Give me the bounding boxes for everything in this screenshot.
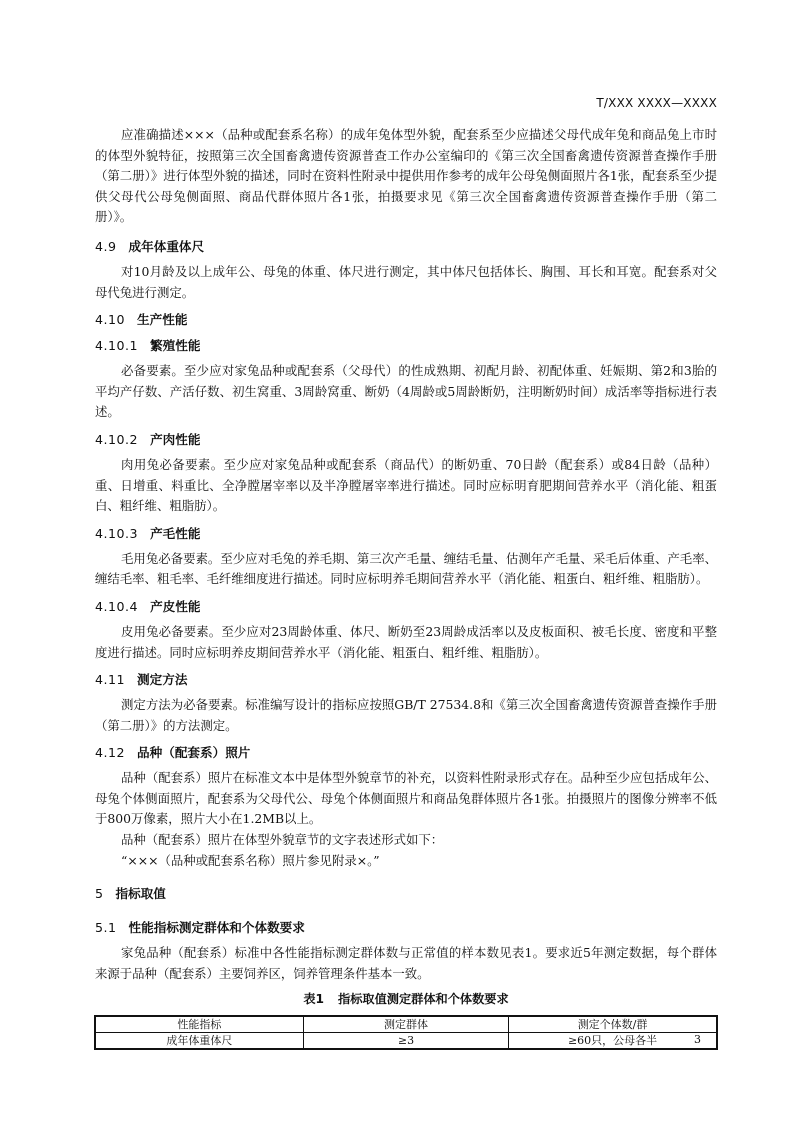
section-number: 4.10.3 (95, 525, 139, 541)
section-title: 产皮性能 (150, 598, 201, 614)
section-title: 指标取值 (115, 886, 166, 902)
table-title: 指标取值测定群体和个体数要求 (338, 992, 509, 1007)
section-heading-4-12 (95, 744, 717, 762)
table-label: 表1 (303, 992, 325, 1007)
document-body (95, 125, 717, 1050)
section-heading-4-10 (95, 311, 717, 329)
section-number: 4.12 (95, 745, 126, 761)
section-number: 5 (95, 886, 104, 902)
section-text-4-10-2: 肉用兔必备要素。至少应对家兔品种或配套系（商品代）的断奶重、70日龄（配套系）或84日龄（品种）重、日增重、料重比、全净膛屠宰率以及半净膛屠宰率进行描述。同时应标明育肥期间营养水平（消化能、粗蛋白、粗纤维、粗脂肪）。 (95, 456, 717, 514)
table-cell: ≥3 (303, 1033, 508, 1050)
document-code: T/XXX XXXX—XXXX (596, 96, 717, 110)
section-text-4-10-4: 皮用兔必备要素。至少应对23周龄体重、体尺、断奶至23周龄成活率以及皮板面积、被毛长度、密度和平整度进行描述。同时应标明养皮期间营养水平（消化能、粗蛋白、粗纤维、粗脂肪）。 (95, 623, 717, 660)
page-number: 3 (694, 1033, 701, 1046)
section-heading-4-9 (95, 238, 717, 256)
section-title: 成年体重体尺 (128, 238, 205, 254)
section-heading-5-1 (95, 919, 717, 937)
section-text-4-10-3: 毛用兔必备要素。至少应对毛兔的养毛期、第三次产毛量、缠结毛量、估测年产毛量、采毛后体重、产毛率、缠结毛率、粗毛率、毛纤维细度进行描述。同时应标明养毛期间营养水平（消化能、粗蛋白、粗纤维、粗脂肪）。 (95, 550, 717, 587)
section-number: 4.10.1 (95, 338, 139, 354)
table-header-cell: 性能指标 (95, 1016, 303, 1033)
section-heading-4-11 (95, 671, 717, 689)
table-header-row (95, 1016, 717, 1033)
section-heading-4-10-1 (95, 337, 717, 355)
section-title: 性能指标测定群体和个体数要求 (128, 920, 305, 936)
section-heading-4-10-3 (95, 525, 717, 543)
table-cell: ≥60只，公母各半 (509, 1033, 717, 1050)
table-header-cell: 测定个体数/群 (509, 1016, 717, 1033)
section-text-4-10-1: 必备要素。至少应对家兔品种或配套系（父母代）的性成熟期、初配月龄、初配体重、妊娠期、第2和3胎的平均产仔数、产活仔数、初生窝重、3周龄窝重、断奶（4周龄或5周龄断奶，注明断奶时间）成活率等指标进行表述。 (95, 363, 717, 420)
section-text-4-12-c: “×××（品种或配套系名称）照片参见附录×。” (121, 852, 380, 868)
section-title: 产毛性能 (150, 525, 201, 541)
section-title: 测定方法 (137, 672, 188, 688)
section-heading-5 (95, 885, 717, 903)
table-caption (95, 990, 717, 1007)
section-heading-4-10-4 (95, 598, 717, 616)
section-number: 4.11 (95, 672, 126, 688)
section-title: 品种（配套系）照片 (137, 745, 251, 761)
section-text-4-11: 测定方法为必备要素。标准编写设计的指标应按照GB/T 27534.8和《第三次全国畜禽遗传资源普查操作手册（第二册）》的方法测定。 (95, 697, 717, 733)
section-number: 4.10.4 (95, 598, 139, 614)
section-text-4-9: 对10月龄及以上成年公、母兔的体重、体尺进行测定，其中体尺包括体长、胸围、耳长和耳宽。配套系对父母代兔进行测定。 (95, 263, 717, 300)
section-heading-4-10-2 (95, 431, 717, 449)
intro-paragraph: 应准确描述×××（品种或配套系名称）的成年兔体型外貌，配套系至少应描述父母代成年兔和商品兔上市时的体型外貌特征，按照第三次全国畜禽遗传资源普查工作办公室编印的《第三次全国畜禽遗传资源普查操作手册（第二册）》进行体型外貌的描述，同时在资料性附录中提供用作参考的成年公母兔侧面照片各1张，配套系至少提供父母代公母兔侧面照、商品代群体照片各1张，拍摄要求见《第三次全国畜禽遗传资源普查操作手册（第二册）》。 (95, 127, 717, 225)
table-cell: 成年体重体尺 (95, 1033, 303, 1050)
section-number: 5.1 (95, 920, 117, 936)
section-number: 4.10 (95, 312, 126, 328)
section-text-4-12-a: 品种（配套系）照片在标准文本中是体型外貌章节的补充，以资料性附录形式存在。品种至少应包括成年公、母兔个体侧面照片，配套系为父母代公、母兔个体侧面照片和商品兔群体照片各1张。拍摄照片的图像分辨率不低于800万像素，照片大小在1.2MB以上。 (95, 770, 717, 827)
section-text-4-12-b: 品种（配套系）照片在体型外貌章节的文字表述形式如下： (121, 832, 444, 848)
section-title: 产肉性能 (150, 431, 201, 447)
section-text-5-1: 家兔品种（配套系）标准中各性能指标测定群体数与正常值的样本数见表1。要求近5年测定数据，每个群体来源于品种（配套系）主要饲养区，饲养管理条件基本一致。 (95, 945, 717, 981)
requirements-table (94, 1015, 718, 1050)
section-title: 繁殖性能 (150, 338, 201, 354)
section-number: 4.10.2 (95, 431, 139, 447)
section-number: 4.9 (95, 238, 117, 254)
table-header-cell: 测定群体 (303, 1016, 508, 1033)
table-row (95, 1033, 717, 1050)
section-title: 生产性能 (137, 312, 188, 328)
